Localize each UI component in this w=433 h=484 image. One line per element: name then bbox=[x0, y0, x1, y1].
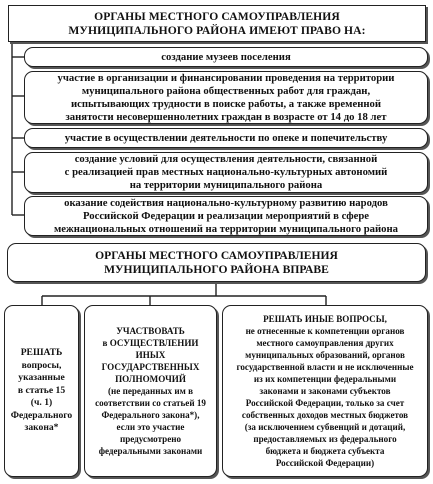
top-item-3-text: участие в осуществлении деятельности по опеке и попечительству bbox=[64, 131, 388, 144]
bottom-title-box: ОРГАНЫ МЕСТНОГО САМОУПРАВЛЕНИЯ МУНИЦИПАЛЬНОГО РАЙОНА ВПРАВЕ bbox=[7, 243, 426, 282]
top-item-3 bbox=[24, 128, 428, 148]
top-item-5 bbox=[24, 196, 428, 236]
bottom-column-3 bbox=[222, 305, 428, 477]
bottom-column-1-text: РЕШАТЬ вопросы, указанные в статье 15 (ч. 1) Федерального закона* bbox=[10, 347, 73, 434]
top-item-1-text: создание музеев поселения bbox=[161, 50, 291, 63]
top-item-1 bbox=[24, 47, 428, 67]
top-item-4-text: создание условий для осуществления деятельности, связанной с реализацией прав местных национально-культурных автономий на территории муниципального района bbox=[64, 153, 388, 191]
top-item-5-text: оказание содействия национально-культурному развитию народов Российской Федерации и реализации мероприятий в сфере межнациональных отношений на территории муниципального района bbox=[53, 196, 399, 235]
top-item-2 bbox=[24, 71, 428, 124]
top-title-box: ОРГАНЫ МЕСТНОГО САМОУПРАВЛЕНИЯ МУНИЦИПАЛЬНОГО РАЙОНА ИМЕЮТ ПРАВО НА: bbox=[8, 5, 426, 42]
top-item-2-text: участие в организации и финансировании проведения на территории муниципального района общественных работ для граждан, испытывающих трудности в поиске работы, а также временной занятости несовершеннолетних граждан в возрасте от 14 до 18 лет bbox=[57, 71, 395, 123]
bottom-column-2 bbox=[84, 305, 217, 477]
bottom-column-1 bbox=[4, 305, 79, 477]
bottom-column-3-text: РЕШАТЬ ИНЫЕ ВОПРОСЫ, не отнесенные к компетенции органов местного самоуправления других муниципальных образований, органов государственной власти и не исключенные из их компетенции федеральными законами и законами субъектов Российской Федерации, только за счет собственных доходов местных бюджетов (за исключением субвенций и дотаций, предоставляемых из федерального бюджета и бюджета субъекта Российской Федерации) bbox=[236, 314, 414, 468]
bottom-column-2-text: УЧАСТВОВАТЬ в ОСУЩЕСТВЛЕНИИ ИНЫХ ГОСУДАРСТВЕННЫХ ПОЛНОМОЧИЙ (не переданных им в соответствии со статьей 19 Федерального закона*), если это участие предусмотрено федеральными законами bbox=[95, 326, 206, 456]
top-item-4 bbox=[24, 152, 428, 193]
